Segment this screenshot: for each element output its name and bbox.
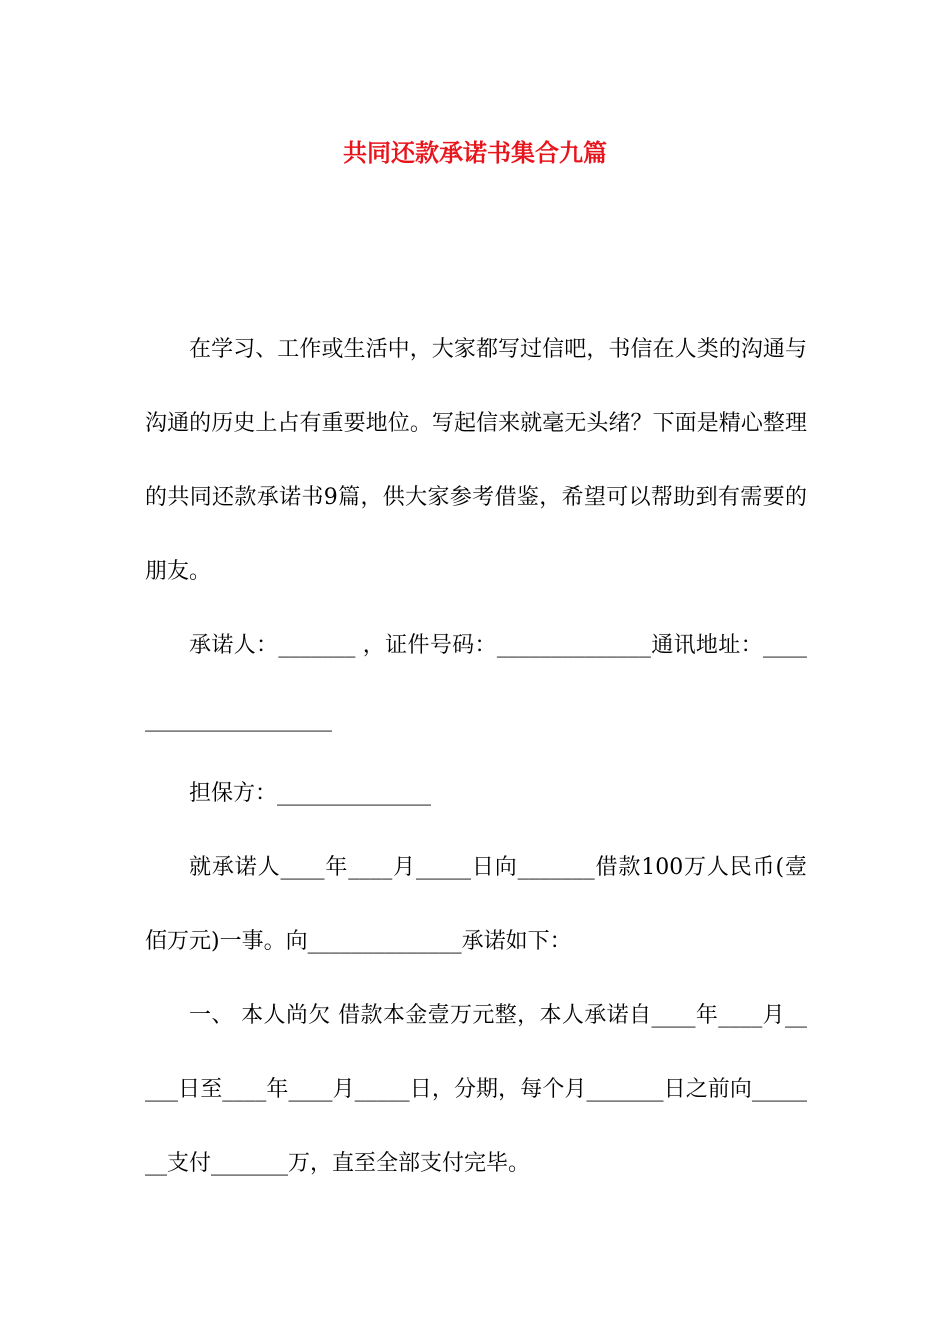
promisor-info-line: 承诺人：_______ ，证件号码：______________通讯地址：_____________________ (145, 633, 807, 732)
guarantor-line: 担保方：______________ (189, 781, 432, 806)
document-title: 共同还款承诺书集合九篇 (343, 138, 607, 167)
document-body (145, 313, 807, 1201)
clause-one-paragraph: 一、 本人尚欠 借款本金壹万元整，本人承诺自____年____月_____日至____年____月_____日，分期，每个月_______日之前向_______支付_______万，直至全部支付完毕。 (145, 1003, 807, 1176)
loan-statement-paragraph: 就承诺人____年____月_____日向_______借款100万人民币(壹佰万元)一事。向______________承诺如下： (145, 855, 807, 954)
intro-paragraph: 在学习、工作或生活中，大家都写过信吧，书信在人类的沟通与沟通的历史上占有重要地位。写起信来就毫无头绪？下面是精心整理的共同还款承诺书9篇，供大家参考借鉴，希望可以帮助到有需要的朋友。 (145, 337, 807, 584)
